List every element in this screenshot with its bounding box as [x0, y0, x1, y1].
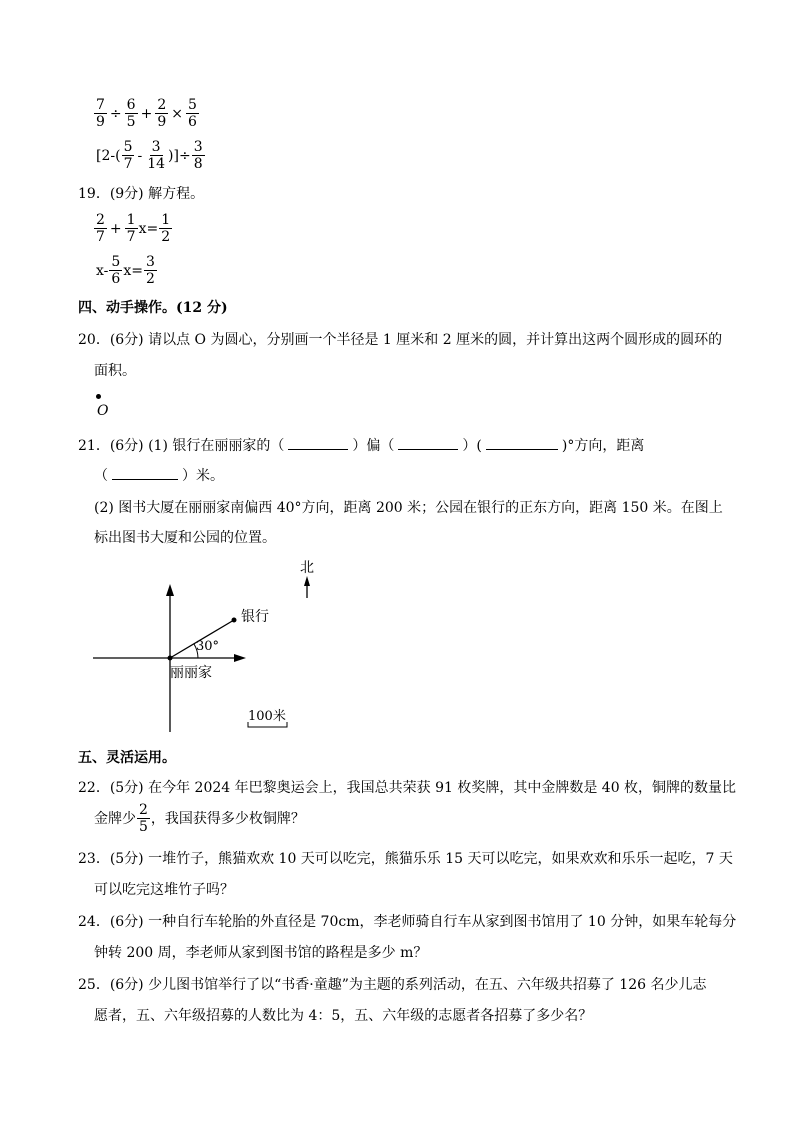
operator: +	[140, 105, 153, 122]
section-5-title: 五、灵活运用。	[78, 750, 176, 766]
scale-label: 100米	[248, 709, 286, 724]
question-21-part-2-line-1: (2) 图书大厦在丽丽家南偏西 40°方向，距离 200 米；公园在银行的正东方向，距离 150 米。在图上	[94, 500, 723, 516]
fraction: $\frac{2}{5}$	[139, 802, 148, 835]
section-4-title: 四、动手操作。(12 分)	[78, 300, 228, 316]
question-24-line-1: 24．(6分) 一种自行车轮胎的外直径是 70cm，李老师骑自行车从家到图书馆用了 10 分钟，如果车轮每分	[78, 914, 737, 930]
north-arrow-icon	[304, 576, 310, 586]
fraction: $\frac{5}{7}$	[123, 139, 133, 172]
variable: x=	[138, 220, 159, 237]
question-23-line-1: 23．(5分) 一堆竹子，熊猫欢欢 10 天可以吃完，熊猫乐乐 15 天可以吃完，如果欢欢和乐乐一起吃，7 天	[78, 851, 733, 867]
point-o-label: O	[97, 403, 109, 419]
fraction: $\frac{3}{14}$	[147, 139, 166, 172]
fraction: $\frac{7}{9}$	[96, 97, 105, 130]
fraction: $\frac{1}{2}$	[161, 212, 171, 245]
question-22-line-2: 金牌少 $\frac{2}{5}$ ，我国获得多少枚铜牌？	[94, 802, 305, 835]
operator: +	[109, 220, 122, 237]
bank-label: 银行	[241, 609, 269, 625]
fraction: $\frac{1}{7}$	[126, 212, 136, 245]
question-21-part-2-line-2: 标出图书大厦和公园的位置。	[94, 530, 276, 546]
fraction: $\frac{3}{2}$	[145, 254, 155, 287]
bank-point	[232, 618, 237, 623]
question-22-line-1: 22．(5分) 在今年 2024 年巴黎奥运会上，我国总共荣获 91 枚奖牌，其中金牌数是 40 枚，铜牌的数量比	[78, 780, 737, 796]
fraction: $\frac{5}{6}$	[187, 97, 197, 130]
question-21-part-1-line-2: （ ）米。	[94, 465, 224, 486]
operator: -	[137, 147, 143, 164]
bracket-close: )]÷	[168, 147, 191, 164]
variable: x-	[96, 262, 109, 279]
question-25-line-1: 25．(6分) 少儿图书馆举行了以“书香·童趣”为主题的系列活动，在五、六年级共招募了 126 名少儿志	[78, 977, 707, 993]
fraction: $\frac{3}{8}$	[193, 139, 203, 172]
arrow-right-icon	[234, 654, 246, 662]
operator: ×	[171, 105, 183, 122]
fraction: $\frac{5}{6}$	[111, 254, 121, 287]
fraction: $\frac{2}{9}$	[157, 97, 167, 130]
fraction: $\frac{2}{7}$	[96, 212, 105, 245]
question-20-line-2: 面积。	[94, 363, 136, 379]
bracket-open: [2-(	[96, 147, 121, 164]
arrow-up-icon	[166, 584, 174, 596]
home-point	[168, 656, 173, 661]
question-23-line-2: 可以吃完这堆竹子吗？	[94, 882, 234, 898]
operator: ÷	[109, 105, 122, 122]
north-label: 北	[300, 560, 314, 576]
question-24-line-2: 钟转 200 周，李老师从家到图书馆的路程是多少 m？	[94, 945, 428, 961]
question-20-line-1: 20．(6分) 请以点 O 为圆心，分别画一个半径是 1 厘米和 2 厘米的圆，并计算出这两个圆形成的圆环的	[78, 332, 723, 348]
question-21-part-1-line-1: 21．(6分) (1) 银行在丽丽家的（ ）偏（ ）( )°方向，距离	[78, 435, 644, 456]
fraction: $\frac{6}{5}$	[126, 97, 136, 130]
question-19-title: 19．(9分) 解方程。	[78, 186, 205, 202]
home-label: 丽丽家	[170, 665, 212, 681]
variable: x=	[123, 262, 143, 279]
question-25-line-2: 愿者，五、六年级招募的人数比为 4：5，五、六年级的志愿者各招募了多少名？	[94, 1008, 593, 1024]
angle-label: 30°	[196, 639, 220, 654]
